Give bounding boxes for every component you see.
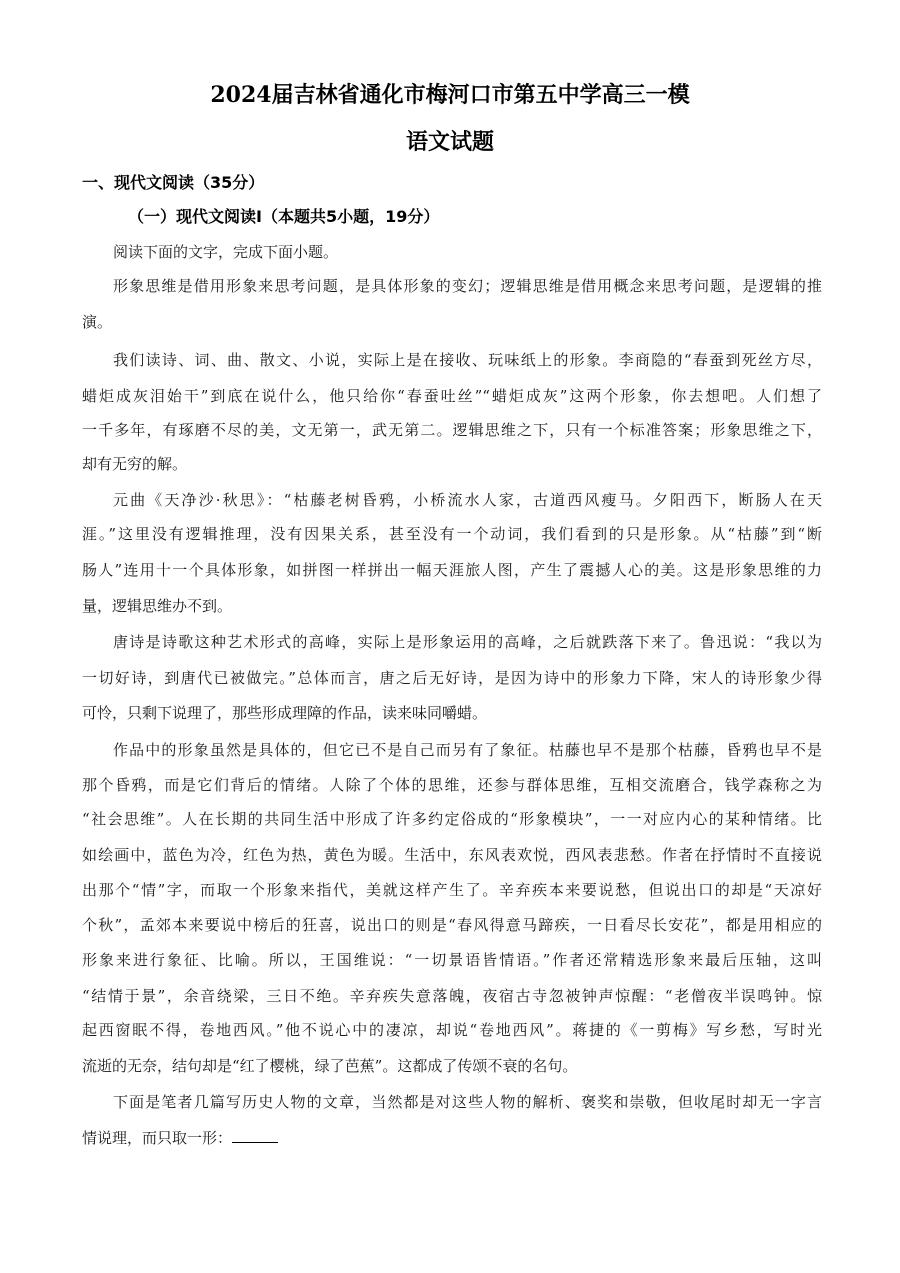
text-line: 一千多年，有琢磨不尽的美，文无第一，武无第二。逻辑思维之下，只有一个标准答案；形象思维之下， bbox=[82, 421, 822, 439]
text-line: 作品中的形象虽然是具体的，但它已不是自己而另有了象征。枯藤也早不是那个枯藤，昏鸦也早不是 bbox=[113, 741, 822, 759]
text-line: 情说理，而只取一形： bbox=[82, 1129, 233, 1147]
text-line: 形象思维是借用形象来思考问题，是具体形象的变幻；逻辑思维是借用概念来思考问题，是逻辑的推 bbox=[113, 277, 822, 295]
text-line: 量，逻辑思维办不到。 bbox=[82, 597, 233, 615]
text-line: 起西窗眠不得，卷地西风。”他不说心中的凄凉，却说“卷地西风”。蒋捷的《一剪梅》写乡愁，写时光 bbox=[82, 1021, 822, 1039]
text-line: 个秋”，孟郊本来要说中榜后的狂喜，说出口的则是“春风得意马蹄疾，一日看尽长安花”，都是用相应的 bbox=[82, 916, 822, 934]
text-line: 形象来进行象征、比喻。所以，王国维说：“一切景语皆情语。”作者还常精选形象来最后压轴，这叫 bbox=[82, 951, 822, 969]
answer-blank bbox=[232, 1126, 278, 1143]
section-heading: 一、现代文阅读（35分） bbox=[82, 173, 265, 192]
text-line: 我们读诗、词、曲、散文、小说，实际上是在接收、玩味纸上的形象。李商隐的“春蚕到死丝方尽， bbox=[113, 351, 822, 369]
document-subtitle: 语文试题 bbox=[405, 129, 494, 155]
text-line: 却有无穷的解。 bbox=[82, 455, 188, 473]
text-line: 流逝的无奈，结句却是“红了樱桃，绿了芭蕉”。这都成了传颂不衰的名句。 bbox=[82, 1057, 578, 1075]
text-line: 唐诗是诗歌这种艺术形式的高峰，实际上是形象运用的高峰，之后就跌落下来了。鲁迅说：“我以为 bbox=[113, 633, 822, 651]
text-line: 蜡炬成灰泪始干”到底在说什么，他只给你“春蚕吐丝”“蜡炬成灰”这两个形象，你去想吧。人们想了 bbox=[82, 387, 822, 405]
text-line: 如绘画中，蓝色为冷，红色为热，黄色为暖。生活中，东风表欢悦，西风表悲愁。作者在抒情时不直接说 bbox=[82, 846, 822, 864]
text-line: 肠人”连用十一个具体形象，如拼图一样拼出一幅天涯旅人图，产生了震撼人心的美。这是形象思维的力 bbox=[82, 561, 822, 579]
subsection-heading: （一）现代文阅读Ⅰ（本题共5小题，19分） bbox=[128, 207, 440, 226]
instruction-text: 阅读下面的文字，完成下面小题。 bbox=[113, 243, 339, 261]
text-line: 可怜，只剩下说理了，那些形成理障的作品，读来味同嚼蜡。 bbox=[82, 704, 488, 722]
text-line: 出那个“情”字，而取一个形象来指代，美就这样产生了。辛弃疾本来要说愁，但说出口的却是“天凉好 bbox=[82, 881, 822, 899]
text-line: 下面是笔者几篇写历史人物的文章，当然都是对这些人物的解析、褒奖和崇敬，但收尾时却无一字言 bbox=[113, 1093, 822, 1111]
text-line: 元曲《天净沙·秋思》：“枯藤老树昏鸦，小桥流水人家，古道西风瘦马。夕阳西下，断肠人在天 bbox=[113, 491, 822, 509]
text-line: 演。 bbox=[82, 313, 113, 331]
text-line-with-blank bbox=[82, 1126, 822, 1150]
text-line: “结情于景”，余音绕梁，三日不绝。辛弃疾失意落魄，夜宿古寺忽被钟声惊醒：“老僧夜半误鸣钟。惊 bbox=[82, 987, 822, 1005]
text-line: 那个昏鸦，而是它们背后的情绪。人除了个体的思维，还参与群体思维，互相交流磨合，钱学森称之为 bbox=[82, 776, 822, 794]
document-title: 2024届吉林省通化市梅河口市第五中学高三一模 bbox=[210, 82, 690, 108]
text-line: “社会思维”。人在长期的共同生活中形成了许多约定俗成的“形象模块”，一一对应内心的某种情绪。比 bbox=[82, 810, 822, 828]
text-line: 一切好诗，到唐代已被做完。”总体而言，唐之后无好诗，是因为诗中的形象力下降，宋人的诗形象少得 bbox=[82, 669, 822, 687]
text-line: 涯。”这里没有逻辑推理，没有因果关系，甚至没有一个动词，我们看到的只是形象。从“枯藤”到“断 bbox=[82, 525, 822, 543]
